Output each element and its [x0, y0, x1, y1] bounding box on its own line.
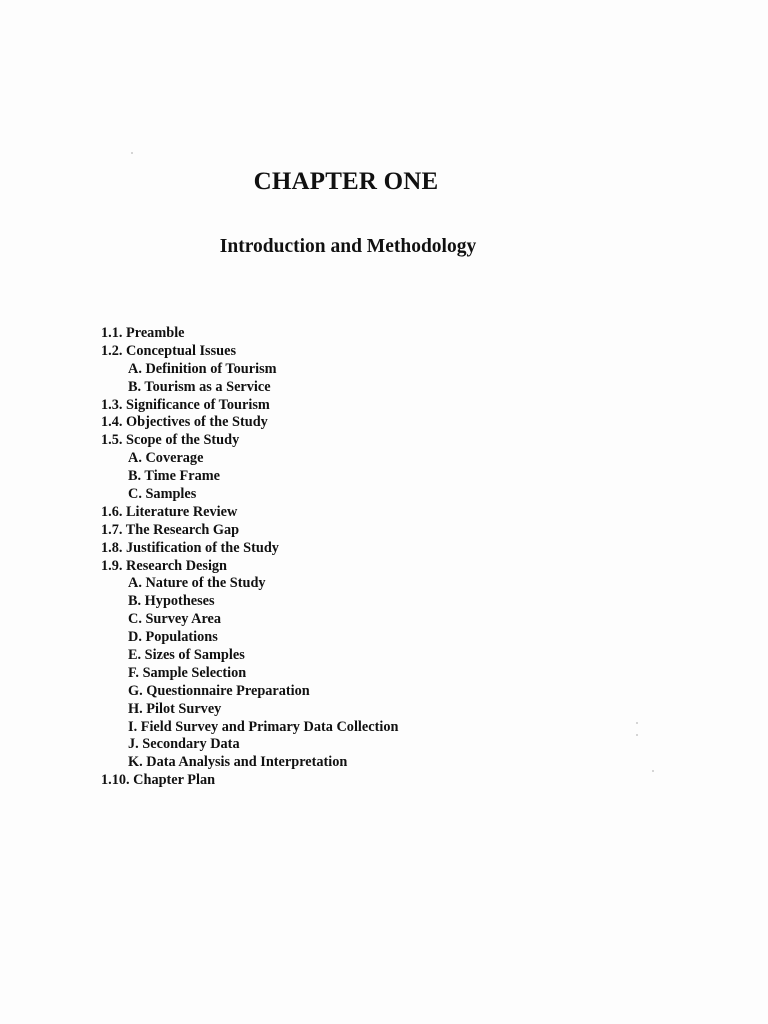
toc-subsection-item: F. Sample Selection: [128, 664, 247, 681]
scan-speck: [131, 152, 133, 154]
toc-section-item: 1.9. Research Design: [101, 557, 228, 574]
toc-subsection-item: B. Hypotheses: [128, 593, 215, 610]
toc-section-item: 1.4. Objectives of the Study: [101, 414, 268, 431]
toc-subsection-item: H. Pilot Survey: [128, 700, 222, 717]
toc-subsection-item: A. Nature of the Study: [128, 575, 266, 592]
toc-section-item: 1.6. Literature Review: [101, 503, 238, 520]
scan-speck: [652, 770, 654, 772]
toc-subsection-item: A. Definition of Tourism: [128, 360, 277, 377]
toc-section-item: 1.3. Significance of Tourism: [101, 396, 270, 413]
toc-subsection-item: E. Sizes of Samples: [128, 647, 245, 664]
scan-speck: [636, 722, 638, 724]
toc-subsection-item: J. Secondary Data: [128, 736, 240, 753]
toc-section-item: 1.10. Chapter Plan: [101, 772, 216, 789]
toc-subsection-item: I. Field Survey and Primary Data Collection: [128, 718, 399, 735]
toc-subsection-item: C. Samples: [128, 486, 197, 503]
chapter-subtitle: Introduction and Methodology: [219, 236, 477, 257]
toc-subsection-item: B. Tourism as a Service: [128, 378, 271, 395]
chapter-title: CHAPTER ONE: [253, 168, 439, 195]
toc-subsection-item: C. Survey Area: [128, 611, 222, 628]
toc-section-item: 1.7. The Research Gap: [101, 521, 240, 538]
toc-subsection-item: G. Questionnaire Preparation: [128, 682, 310, 699]
toc-section-item: 1.2. Conceptual Issues: [101, 342, 237, 359]
toc-subsection-item: D. Populations: [128, 629, 218, 646]
toc-subsection-item: K. Data Analysis and Interpretation: [128, 754, 348, 771]
toc-subsection-item: B. Time Frame: [128, 468, 220, 485]
toc-section-item: 1.5. Scope of the Study: [101, 432, 240, 449]
scan-speck: [636, 734, 638, 736]
toc-subsection-item: A. Coverage: [128, 450, 204, 467]
table-of-contents: [101, 325, 398, 790]
toc-section-item: 1.1. Preamble: [101, 325, 185, 341]
toc-section-item: 1.8. Justification of the Study: [101, 539, 279, 556]
